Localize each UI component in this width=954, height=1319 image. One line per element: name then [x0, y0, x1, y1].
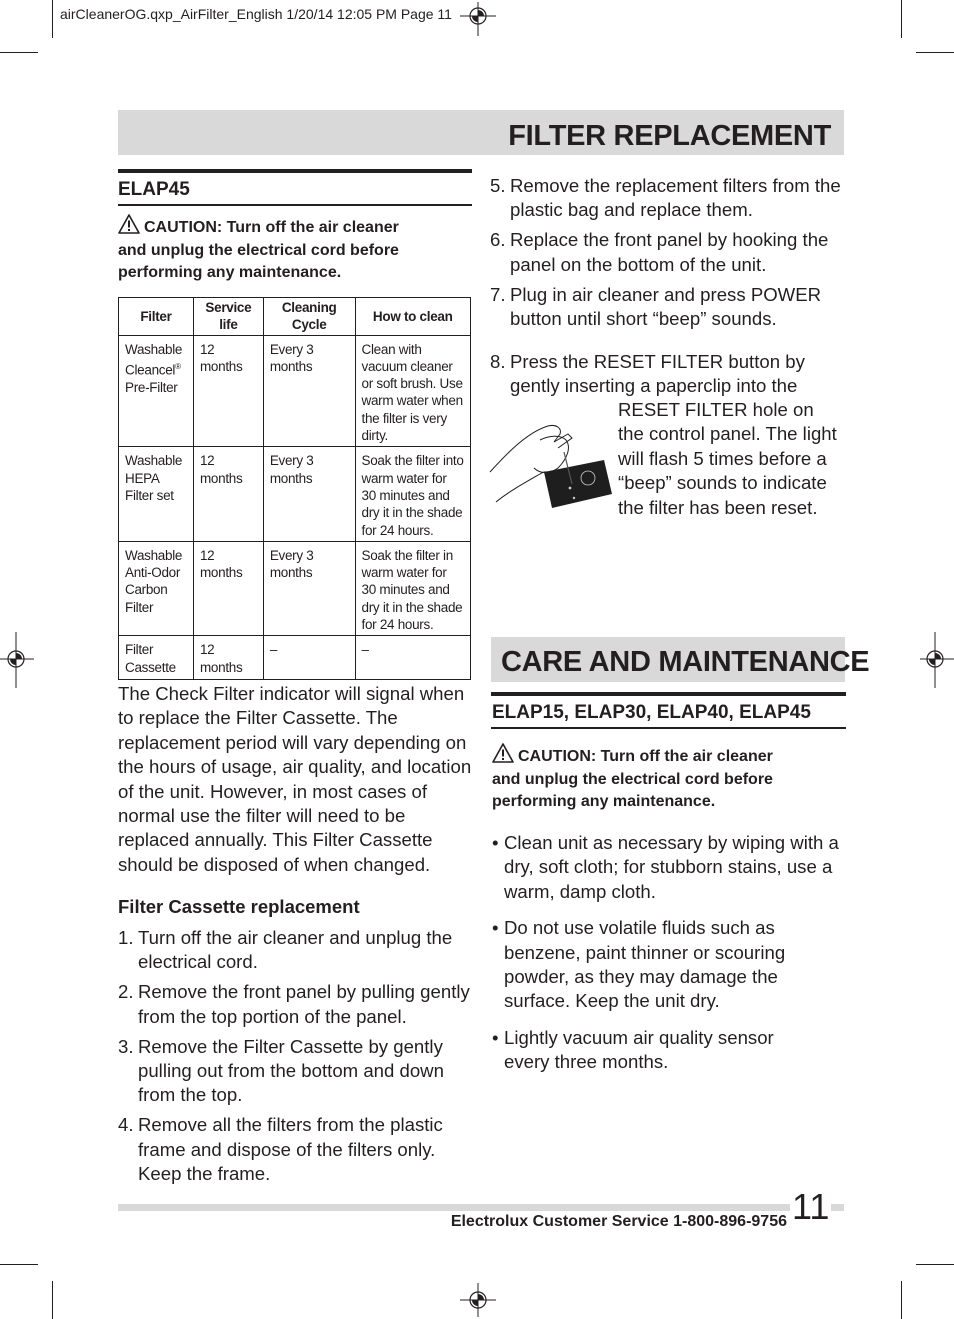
- divider: [491, 727, 846, 729]
- paperclip-reset-illustration: [488, 412, 614, 512]
- caution-text: and unplug the electrical cord before: [492, 770, 773, 788]
- step-number: 1.: [118, 927, 134, 948]
- bullet-icon: •: [492, 917, 499, 939]
- step-number: 5.: [490, 175, 506, 196]
- step-text: Remove the replacement filters from the plastic bag and replace them.: [510, 175, 841, 221]
- cell-cleaning-cycle: Every 3 months: [263, 335, 355, 447]
- cell-filter: Washable HEPA Filter set: [119, 447, 194, 541]
- list-item: [118, 1035, 472, 1108]
- print-slug: airCleanerOG.qxp_AirFilter_English 1/20/14 12:05 PM Page 11: [60, 6, 452, 22]
- step-number: 3.: [118, 1035, 134, 1057]
- bullet-text: Lightly vacuum air quality sensor every three months.: [504, 1026, 774, 1073]
- bullet-text: Do not use volatile fluids such as benzene, paint thinner or scouring powder, as they may damage the surface. Keep the unit dry.: [504, 917, 786, 1012]
- list-item: [118, 926, 472, 975]
- list-item: [490, 283, 844, 332]
- column-header: Filter: [119, 298, 194, 336]
- step-number: 8.: [490, 351, 506, 372]
- step-text: Remove the front panel by pulling gently from the top portion of the panel.: [138, 981, 470, 1027]
- customer-service-line: Electrolux Customer Service 1-800-896-9756: [450, 1213, 787, 1230]
- steps-list-left: [118, 926, 472, 1192]
- caution-text: CAUTION: Turn off the air cleaner: [518, 748, 773, 765]
- bullet-text: Clean unit as necessary by wiping with a dry, soft cloth; for stubborn stains, use a warm, damp cloth.: [504, 832, 839, 902]
- care-bullet-list: [492, 831, 848, 1087]
- cell-filter: Washable Cleancel® Pre-Filter: [119, 335, 194, 447]
- model-heading: ELAP15, ELAP30, ELAP40, ELAP45: [492, 702, 811, 723]
- cell-service-life: 12 months: [193, 447, 263, 541]
- caution-text: CAUTION: Turn off the air cleaner: [144, 219, 399, 236]
- divider: [118, 169, 472, 173]
- cell-how-to-clean: Clean with vacuum cleaner or soft brush. Use warm water when the filter is very dirty.: [355, 335, 470, 447]
- step-text: Replace the front panel by hooking the panel on the bottom of the unit.: [510, 229, 829, 275]
- divider: [118, 204, 472, 206]
- cell-cleaning-cycle: Every 3 months: [263, 541, 355, 635]
- column-header: Service life: [193, 298, 263, 336]
- subheading: Filter Cassette replacement: [118, 896, 360, 917]
- step-text: Plug in air cleaner and press POWER button until short “beep” sounds.: [510, 283, 822, 330]
- bullet-icon: •: [492, 1026, 499, 1048]
- list-item: [492, 916, 848, 1014]
- list-item: [118, 980, 472, 1029]
- footer-band: [118, 1204, 844, 1211]
- bullet-icon: •: [492, 832, 499, 853]
- list-item: [490, 174, 844, 223]
- step-number: 2.: [118, 981, 134, 1003]
- warning-icon: [118, 214, 140, 234]
- column-header: How to clean: [355, 298, 470, 336]
- page-number: 11: [792, 1186, 830, 1227]
- list-item: [490, 228, 844, 277]
- cell-service-life: 12 months: [193, 541, 263, 635]
- caution-text: performing any maintenance.: [118, 264, 342, 281]
- cell-cleaning-cycle: –: [263, 636, 355, 680]
- steps-list-right: [490, 174, 844, 337]
- caution-notice: [492, 743, 852, 814]
- cell-filter: Washable Anti-Odor Carbon Filter: [119, 541, 194, 635]
- table-header-row: [119, 298, 471, 336]
- cell-cleaning-cycle: Every 3 months: [263, 447, 355, 541]
- registration-mark-icon: [0, 630, 36, 690]
- check-filter-paragraph: The Check Filter indicator will signal when to replace the Filter Cassette. The replacement period will vary depending on the hours of usage, air quality, and location of the unit. However, in most cases of normal use the filter will need to be replaced annually. This Filter Cassette should be disposed of when changed.: [118, 683, 472, 875]
- caution-notice: [118, 214, 478, 285]
- cell-how-to-clean: Soak the filter in warm water for 30 minutes and dry it in the shade for 24 hours.: [355, 541, 470, 635]
- section-title-filter-replacement: FILTER REPLACEMENT: [508, 120, 831, 152]
- cell-service-life: 12 months: [193, 636, 263, 680]
- step-text: Press the RESET FILTER button by gently inserting a paperclip into the: [510, 351, 805, 397]
- model-heading: ELAP45: [118, 179, 190, 200]
- warning-icon: [492, 743, 514, 763]
- step-number: 7.: [490, 283, 506, 305]
- step-text: RESET FILTER hole on the control panel. The light will flash 5 times before a “beep” sounds to indicate the filter has been reset.: [618, 399, 837, 518]
- filter-table: [118, 297, 471, 680]
- cell-how-to-clean: Soak the filter into warm water for 30 minutes and dry it in the shade for 24 hours.: [355, 447, 470, 541]
- table-row: [119, 335, 471, 447]
- caution-text: and unplug the electrical cord before: [118, 241, 399, 259]
- column-header: Cleaning Cycle: [263, 298, 355, 336]
- list-item: [492, 831, 848, 904]
- list-item: [492, 1026, 794, 1075]
- divider: [491, 692, 846, 696]
- caution-text: performing any maintenance.: [492, 793, 716, 810]
- registration-mark-icon: [458, 2, 498, 36]
- table-row: [119, 636, 471, 680]
- cell-how-to-clean: –: [355, 636, 470, 680]
- step-text: Remove all the filters from the plastic frame and dispose of the filters only. Keep the frame.: [138, 1114, 443, 1185]
- step-number: 6.: [490, 229, 506, 251]
- cell-service-life: 12 months: [193, 335, 263, 447]
- step-text: Remove the Filter Cassette by gently pulling out from the bottom and down from the top.: [138, 1035, 444, 1106]
- step-number: 4.: [118, 1114, 134, 1136]
- table-row: [119, 447, 471, 541]
- list-item: [118, 1113, 472, 1186]
- step-8: [490, 350, 830, 399]
- section-title-care-maintenance: CARE AND MAINTENANCE: [501, 646, 870, 678]
- registration-mark-icon: [458, 1283, 498, 1317]
- registration-mark-icon: [918, 630, 954, 690]
- step-text: Turn off the air cleaner and unplug the electrical cord.: [138, 927, 453, 973]
- cell-filter: Filter Cassette: [119, 636, 194, 680]
- table-row: [119, 541, 471, 635]
